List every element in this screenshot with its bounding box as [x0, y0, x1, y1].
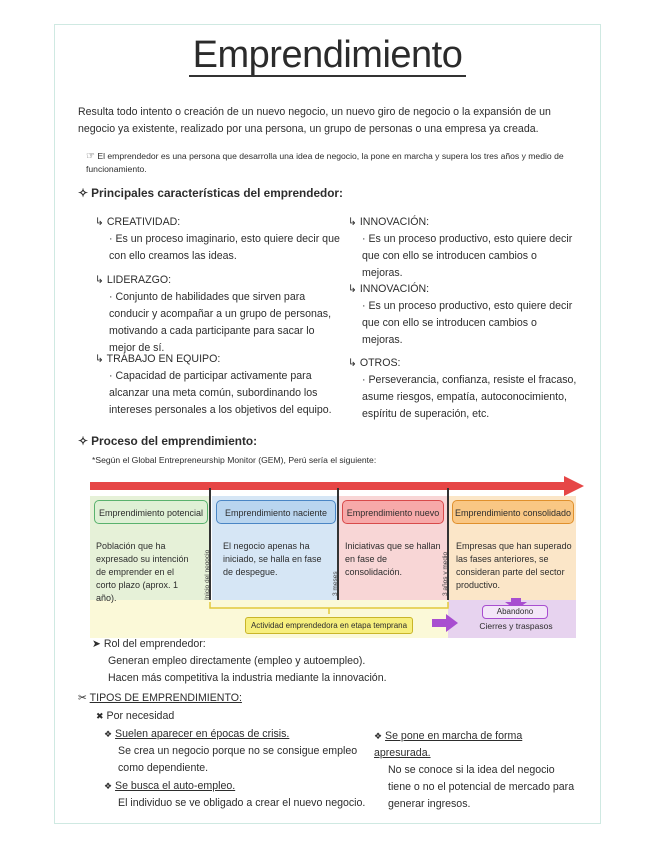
stage-pill-consolidado: Emprendimiento consolidado [452, 500, 574, 524]
characteristic-text: Es un proceso imaginario, esto quiere decir que con ello creamos las ideas. [109, 233, 340, 262]
role-line: Hacen más competitiva la industria mediante la innovación. [108, 672, 387, 684]
characteristics-heading [78, 186, 343, 200]
characteristic-text: Es un proceso productivo, esto quiere decir que con ello se introducen cambios o mejoras. [362, 233, 573, 279]
marker-label-3months: 3 meses [332, 571, 339, 596]
type-item-text: Se crea un negocio porque no se consigue empleo como dependiente. [118, 745, 358, 774]
characteristic-innovacion-1: ↳ INNOVACIÓN: · Es un proceso productivo, esto quiere decir que con ello se introducen cambios o mejoras. [348, 216, 573, 279]
types-heading-text: TIPOS DE EMPRENDIMIENTO: [89, 692, 242, 704]
characteristic-text: Perseverancia, confianza, resiste el fracaso, asume riesgos, empatía, autoconocimiento, espíritu de superación, etc. [362, 374, 577, 420]
characteristic-text: Capacidad de participar activamente para alcanzar una meta común, subordinando los intereses personales a los objetivos del equipo. [109, 370, 332, 416]
type-item-crisis [104, 726, 366, 777]
characteristic-innovacion-2: ↳ INNOVACIÓN: · Es un proceso productivo, esto quiere decir que con ello se introducen cambios o mejoras. [348, 283, 573, 346]
stage-desc-naciente: El negocio apenas ha iniciado, se halla en fase de despegue. [223, 541, 322, 577]
characteristic-text: Conjunto de habilidades que sirven para conducir y acompañar a un grupo de personas, motivando a cada participante para sacar lo mejor de sí. [109, 291, 332, 354]
diamond-icon: ❖ [104, 781, 113, 791]
arrow-icon: ↳ [95, 216, 104, 228]
stage-pill-naciente: Emprendimiento naciente [216, 500, 336, 524]
sparkle-icon: ✧ [78, 186, 88, 200]
scissors-icon: ✂ [78, 692, 87, 704]
abandon-label: Abandono [482, 605, 548, 619]
characteristic-otros: ↳ OTROS: · Perseverancia, confianza, resiste el fracaso, asume riesgos, empatía, autoconocimiento, espíritu de superación, etc. [348, 357, 577, 420]
page-title: Emprendimiento [0, 34, 655, 77]
process-heading-text: Proceso del emprendimiento: [91, 434, 258, 448]
necessity-label [96, 708, 174, 725]
characteristic-label: CREATIVIDAD: [106, 216, 181, 228]
type-item-apresurada [374, 728, 580, 813]
type-item-title: Suelen aparecer en épocas de crisis. [115, 728, 290, 740]
type-item-title: Se busca el auto-empleo. [115, 780, 236, 792]
characteristic-label: INNOVACIÓN: [359, 216, 430, 228]
stage-desc-nuevo: Iniciativas que se hallan en fase de consolidación. [345, 541, 441, 577]
role-section [92, 636, 392, 687]
tea-label: Actividad emprendedora en etapa temprana [245, 617, 413, 634]
type-item-text: El individuo se ve obligado a crear el nuevo negocio. [118, 797, 366, 809]
process-heading [78, 434, 257, 448]
characteristic-label: LIDERAZGO: [106, 274, 172, 286]
arrow-icon: ↳ [95, 353, 104, 365]
intro-paragraph: Resulta todo intento o creación de un nuevo negocio, un nuevo giro de negocio o la expansión de un negocio ya existente, realizado por una persona, un grupo de personas o una empresa ya creada. [78, 106, 551, 135]
stage-pill-potencial: Emprendimiento potencial [94, 500, 208, 524]
characteristic-text: Es un proceso productivo, esto quiere decir que con ello se introducen cambios o mejoras. [362, 300, 573, 346]
characteristic-label: TRABAJO EN EQUIPO: [106, 353, 221, 365]
characteristics-heading-text: Principales características del emprendedor: [91, 186, 343, 200]
characteristic-label: INNOVACIÓN: [359, 283, 430, 295]
characteristic-liderazgo: ↳ LIDERAZGO: · Conjunto de habilidades que sirven para conducir y acompañar a un grupo de personas, motivando a cada participante para sacar lo mejor de sí. [95, 274, 332, 354]
note-text: El emprendedor es una persona que desarrolla una idea de negocio, la pone en marcha y supera los tres años y medio de funcionamiento. [86, 151, 564, 174]
stage-desc-consolidado: Empresas que han superado las fases anteriores, se consideran parte del sector productivo. [456, 541, 572, 590]
stage-pill-nuevo: Emprendimiento nuevo [342, 500, 444, 524]
pointing-hand-icon: ☞ [86, 151, 95, 162]
note-paragraph [86, 150, 576, 176]
diamond-icon: ❖ [104, 729, 113, 739]
stage-desc-potencial: Población que ha expresado su intención de emprender en el corto plazo (aprox. 1 año). [96, 541, 189, 603]
arrow-icon: ↳ [348, 216, 357, 228]
arrow-icon: ↳ [95, 274, 104, 286]
role-label: Rol del emprendedor: [103, 638, 206, 650]
process-source-note: *Según el Global Entrepreneurship Monitor (GEM), Perú sería el siguiente: [92, 455, 377, 465]
types-heading [78, 690, 242, 707]
characteristic-creatividad: ↳ CREATIVIDAD: · Es un proceso imaginario, esto quiere decir que con ello creamos las ideas. [95, 216, 340, 262]
arrow-icon: ↳ [348, 283, 357, 295]
type-item-text: No se conoce si la idea del negocio tiene o no el potencial de mercado para generar ingresos. [388, 764, 575, 810]
arrow-icon: ↳ [348, 357, 357, 369]
type-item-autoempleo [104, 778, 366, 812]
marker-label-start: Inicio del negocio [204, 549, 211, 600]
sparkle-icon: ✧ [78, 434, 88, 448]
closures-label: Cierres y traspasos [479, 621, 553, 631]
triangle-arrow-icon: ➤ [92, 638, 101, 650]
x-icon: ✖ [96, 711, 104, 721]
characteristic-trabajo-equipo: ↳ TRABAJO EN EQUIPO: · Capacidad de participar activamente para alcanzar una meta común, subordinando los intereses personales a los objetivos del equipo. [95, 353, 332, 416]
type-item-title: Se pone en marcha de forma apresurada. [374, 730, 523, 759]
marker-label-3years: 3 años y medio [442, 551, 449, 596]
diamond-icon: ❖ [374, 731, 383, 741]
characteristic-label: OTROS: [359, 357, 401, 369]
necessity-text: Por necesidad [106, 710, 175, 722]
role-line: Generan empleo directamente (empleo y autoempleo). [108, 655, 366, 667]
